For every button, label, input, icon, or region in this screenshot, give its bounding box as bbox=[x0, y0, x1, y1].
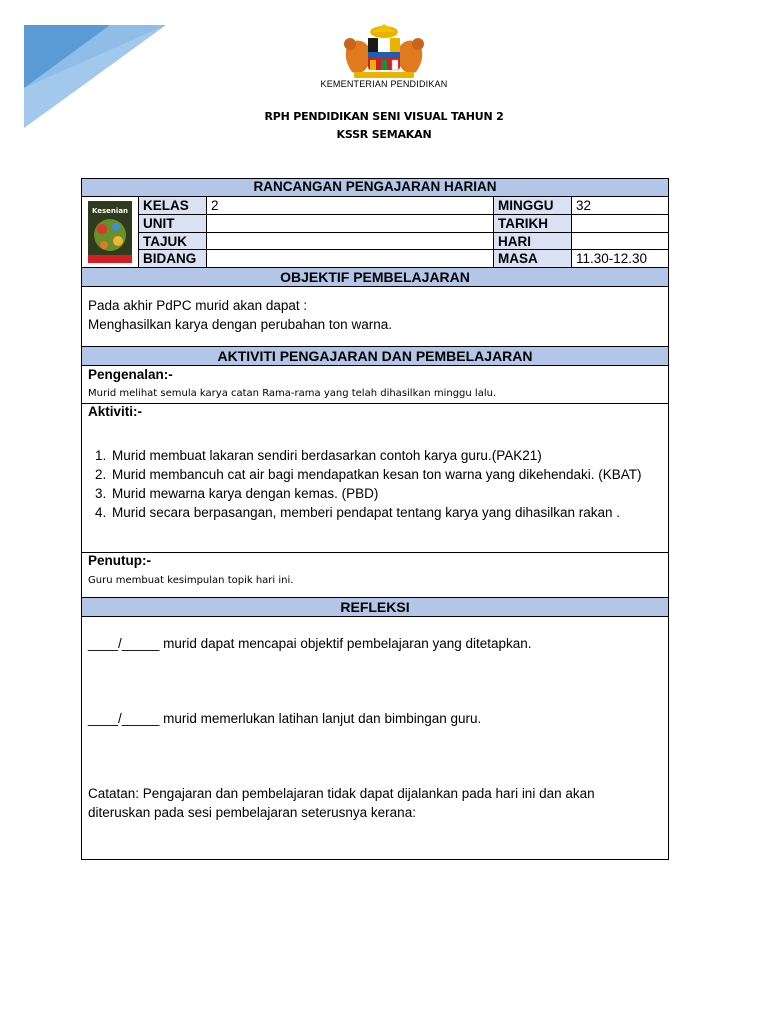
field-label-hari: HARI bbox=[494, 233, 571, 249]
document-subtitle: KSSR SEMAKAN bbox=[336, 128, 432, 141]
field-value-tarikh bbox=[572, 215, 668, 232]
closing-heading: Penutup:- bbox=[88, 553, 151, 568]
field-label-tarikh: TARIKH bbox=[494, 215, 571, 232]
book-cover-title: Kesenian bbox=[91, 207, 129, 215]
objective-banner: OBJEKTIF PEMBELAJARAN bbox=[82, 267, 668, 287]
field-value-masa: 11.30-12.30 bbox=[576, 251, 648, 266]
plan-banner: RANCANGAN PENGAJARAN HARIAN bbox=[82, 179, 668, 197]
activity-step: 4. Murid secara berpasangan, memberi pendapat tentang karya yang dihasilkan rakan . bbox=[110, 503, 663, 522]
field-value-hari bbox=[572, 233, 668, 249]
activity-step: 3. Murid mewarna karya dengan kemas. (PBD) bbox=[110, 484, 663, 503]
activity-heading: Aktiviti:- bbox=[88, 404, 142, 419]
ministry-name: KEMENTERIAN PENDIDIKAN bbox=[320, 79, 448, 89]
textbook-cover-image bbox=[88, 201, 132, 263]
closing-text: Guru membuat kesimpulan topik hari ini. bbox=[88, 575, 294, 586]
field-label-tajuk: TAJUK bbox=[139, 233, 206, 249]
field-label-unit: UNIT bbox=[139, 215, 206, 232]
field-value-kelas: 2 bbox=[211, 198, 219, 213]
field-value-unit bbox=[207, 215, 493, 232]
reflection-achieved: ____/_____ murid dapat mencapai objektif pembelajaran yang ditetapkan. bbox=[88, 636, 532, 651]
field-label-bidang: BIDANG bbox=[139, 250, 206, 267]
reflection-needs-help: ____/_____ murid memerlukan latihan lanjut dan bimbingan guru. bbox=[88, 711, 482, 726]
activity-step: 2. Murid membancuh cat air bagi mendapatkan kesan ton warna yang dikehendaki. (KBAT) bbox=[110, 465, 663, 484]
reflection-note-line2: diteruskan pada sesi pembelajaran seterusnya kerana: bbox=[88, 805, 416, 820]
field-value-bidang bbox=[207, 250, 493, 267]
document-title: RPH PENDIDIKAN SENI VISUAL TAHUN 2 bbox=[264, 110, 504, 123]
objective-statement: Menghasilkan karya dengan perubahan ton warna. bbox=[88, 317, 392, 332]
intro-heading: Pengenalan:- bbox=[88, 367, 173, 382]
reflection-note-line1: Catatan: Pengajaran dan pembelajaran tidak dapat dijalankan pada hari ini dan akan bbox=[88, 786, 595, 801]
field-label-masa: MASA bbox=[494, 250, 571, 267]
activities-banner: AKTIVITI PENGAJARAN DAN PEMBELAJARAN bbox=[82, 346, 668, 366]
field-value-tajuk bbox=[207, 233, 493, 249]
field-label-minggu: MINGGU bbox=[494, 197, 571, 214]
intro-text: Murid melihat semula karya catan Rama-rama yang telah dihasilkan minggu lalu. bbox=[88, 388, 497, 399]
activity-steps bbox=[88, 446, 663, 522]
lesson-plan-table bbox=[81, 178, 669, 860]
field-label-kelas: KELAS bbox=[139, 197, 206, 214]
field-value-minggu: 32 bbox=[576, 198, 592, 213]
reflection-banner: REFLEKSI bbox=[82, 597, 668, 617]
objective-intro: Pada akhir PdPC murid akan dapat : bbox=[88, 298, 308, 313]
activity-step: 1. Murid membuat lakaran sendiri berdasarkan contoh karya guru.(PAK21) bbox=[110, 446, 663, 465]
